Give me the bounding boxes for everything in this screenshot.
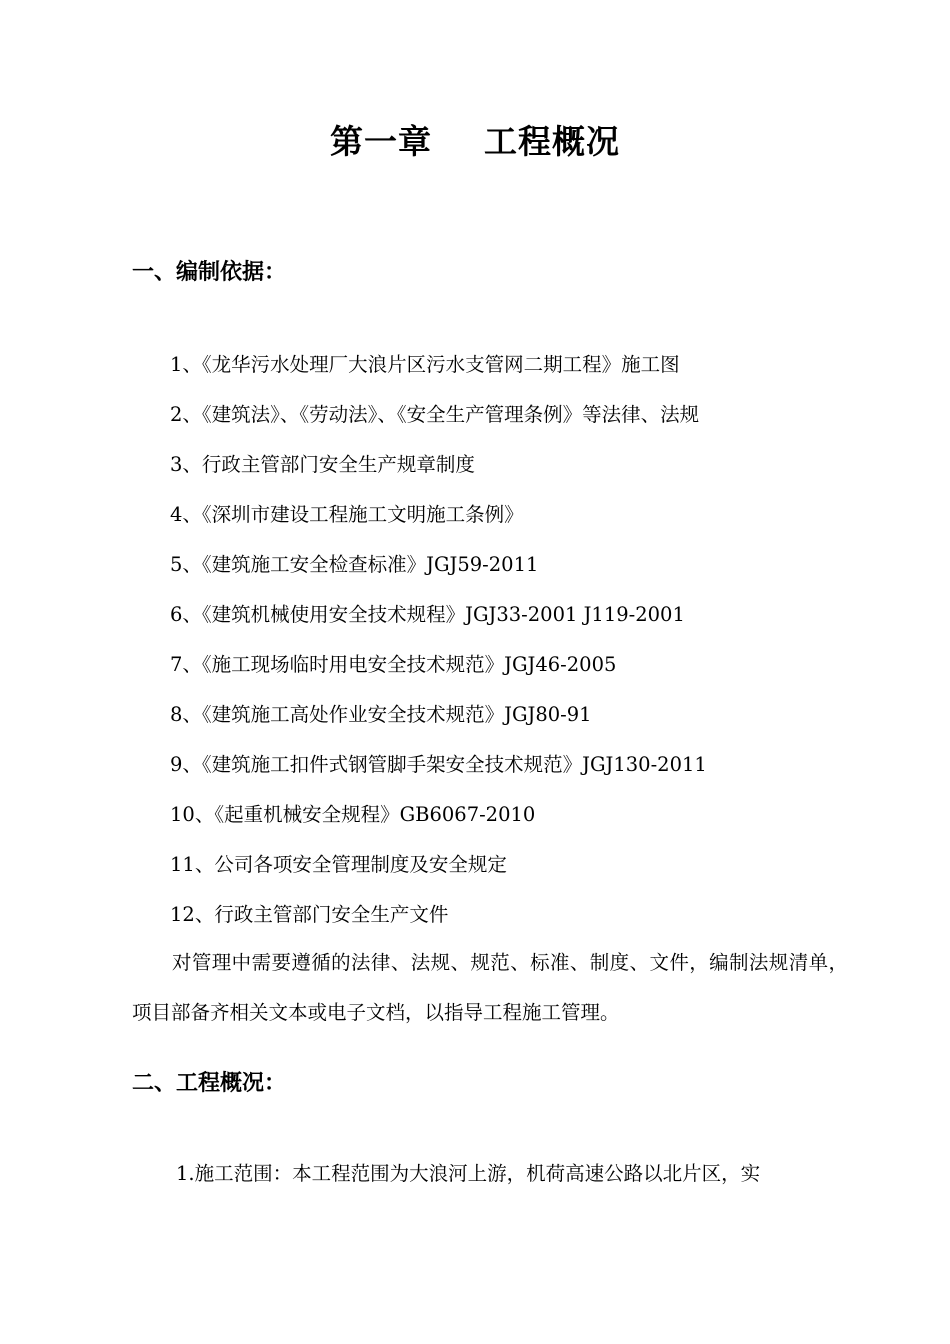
list-item: 8、《建筑施工高处作业安全技术规范》JGJ80-91 (170, 703, 592, 726)
summary-paragraph: 对管理中需要遵循的法律、法规、规范、标准、制度、文件，编制法规清单，项目部备齐相关文本或电子文档，以指导工程施工管理。 (132, 951, 848, 1024)
list-item: 12、行政主管部门安全生产文件 (170, 903, 449, 926)
list-item: 7、《施工现场临时用电安全技术规范》JGJ46-2005 (170, 653, 617, 676)
scope-paragraph: 1.施工范围：本工程范围为大浪河上游，机荷高速公路以北片区，实 (176, 1162, 761, 1185)
list-item: 9、《建筑施工扣件式钢管脚手架安全技术规范》JGJ130-2011 (170, 753, 707, 776)
section-heading-overview: 二、工程概况： (132, 1071, 287, 1096)
chapter-number: 第一章 (330, 122, 432, 161)
list-item: 10、《起重机械安全规程》GB6067-2010 (170, 803, 536, 826)
list-item: 2、《建筑法》、《劳动法》、《安全生产管理条例》等法律、法规 (170, 403, 700, 426)
section-heading-basis: 一、编制依据： (132, 260, 287, 285)
chapter-name: 工程概况 (484, 122, 620, 161)
list-item: 6、《建筑机械使用安全技术规程》JGJ33-2001 J119-2001 (170, 603, 685, 626)
list-item: 3、行政主管部门安全生产规章制度 (170, 453, 475, 476)
list-item: 11、公司各项安全管理制度及安全规定 (170, 853, 507, 876)
list-item: 4、《深圳市建设工程施工文明施工条例》 (170, 503, 524, 526)
chapter-title (0, 118, 950, 166)
list-item: 5、《建筑施工安全检查标准》JGJ59-2011 (170, 553, 539, 576)
list-item: 1、《龙华污水处理厂大浪片区污水支管网二期工程》施工图 (170, 353, 680, 376)
basis-list (170, 349, 860, 949)
